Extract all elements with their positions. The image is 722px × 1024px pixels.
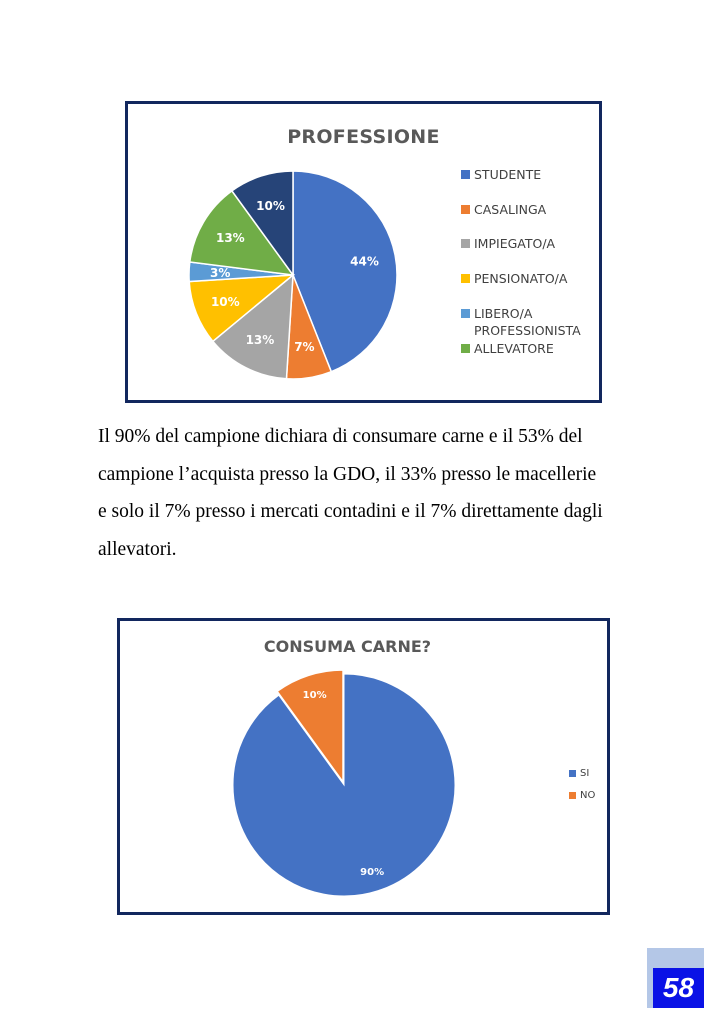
- chart-title: PROFESSIONE: [287, 126, 440, 148]
- pie-data-label: 13%: [215, 231, 245, 246]
- chart-legend: [461, 166, 601, 366]
- paragraph-line: allevatori.: [98, 538, 177, 560]
- legend-label: SI: [580, 768, 590, 779]
- pie-data-label: 10%: [256, 198, 285, 213]
- legend-swatch: [461, 205, 470, 214]
- pie-data-label: 13%: [245, 333, 275, 348]
- pie-data-label: 3%: [210, 265, 231, 280]
- legend-swatch: [461, 170, 470, 179]
- chart-professione: [125, 101, 602, 403]
- pie-data-label: 44%: [350, 254, 379, 269]
- page-number-badge: [647, 948, 704, 1008]
- page-number: 58: [653, 968, 704, 1008]
- legend-swatch: [569, 770, 576, 777]
- legend-swatch: [461, 239, 470, 248]
- paragraph-line: campione l’acquista presso la GDO, il 33% presso le macellerie: [98, 463, 597, 485]
- pie-data-label: 7%: [294, 340, 315, 355]
- chart-legend: [569, 767, 609, 807]
- chart-title: CONSUMA CARNE?: [263, 637, 432, 656]
- legend-label: PENSIONATO/A: [474, 271, 568, 286]
- legend-label-continued: PROFESSIONISTA: [474, 323, 581, 338]
- paragraph-line: Il 90% del campione dichiara di consumare carne e il 53% del: [98, 426, 583, 447]
- body-paragraph: [98, 418, 626, 568]
- pie-slice: [233, 674, 455, 896]
- legend-swatch: [461, 344, 470, 353]
- legend-label: IMPIEGATO/A: [474, 236, 556, 251]
- pie-data-label: 10%: [302, 690, 327, 702]
- pie-data-label: 90%: [360, 867, 385, 879]
- legend-label: LIBERO/A: [474, 306, 533, 321]
- pie-chart-consuma-carne: [120, 621, 607, 912]
- legend-swatch: [461, 309, 470, 318]
- legend-label: CASALINGA: [474, 202, 547, 217]
- legend-swatch: [569, 792, 576, 799]
- legend-swatch: [461, 274, 470, 283]
- legend-label: ALLEVATORE: [474, 341, 554, 356]
- legend-label: STUDENTE: [474, 167, 542, 182]
- paragraph-line: e solo il 7% presso i mercati contadini e il 7% direttamente dagli: [98, 501, 603, 522]
- legend-label: NO: [580, 790, 596, 801]
- chart-consuma-carne: [117, 618, 610, 915]
- pie-data-label: 10%: [210, 294, 240, 309]
